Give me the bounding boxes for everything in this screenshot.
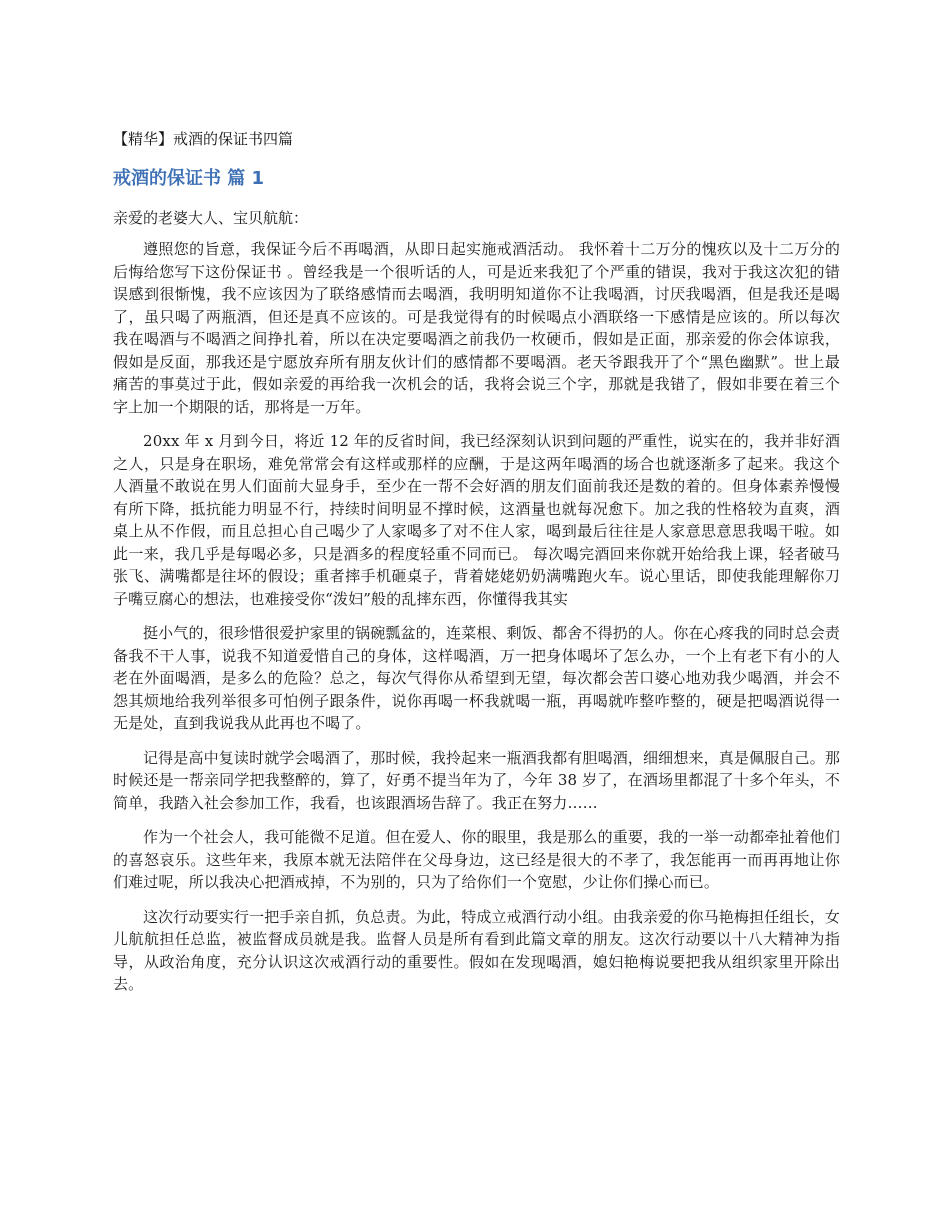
body-paragraph-1: 遵照您的旨意，我保证今后不再喝酒，从即日起实施戒酒活动。 我怀着十二万分的愧疚以及十二万分的后悔给您写下这份保证书 。曾经我是一个很听话的人，可是近来我犯了个严重的错误，我对于我这次犯的错误感到很惭愧，我不应该因为了联络感情而去喝酒，我明明知道你不让我喝酒，讨厌我喝酒，但是我还是喝了，虽只喝了两瓶酒，但还是真不应该的。可是我觉得有的时候喝点小酒联络一下感情是应该的。所以每次我在喝酒与不喝酒之间挣扎着，所以在决定要喝酒之前我仍一枚硬币，假如是正面，那亲爱的你会体谅我，假如是反面，那我还是宁愿放弃所有朋友伙计们的感情都不要喝酒。老天爷跟我开了个“黑色幽默”。世上最痛苦的事莫过于此，假如亲爱的再给我一次机会的话，我将会说三个字，那就是我错了，假如非要在着三个字上加一个期限的话，那将是一万年。	[113, 240, 840, 416]
body-paragraph-6: 这次行动要实行一把手亲自抓，负总责。为此，特成立戒酒行动小组。由我亲爱的你马艳梅担任组长，女儿航航担任总监，被监督成员就是我。监督人员是所有看到此篇文章的朋友。这次行动要以十八大精神为指导，从政治角度，充分认识这次戒酒行动的重要性。假如在发现喝酒，媳妇艳梅说要把我从组织家里开除出去。	[113, 907, 840, 993]
salutation: 亲爱的老婆大人、宝贝航航：	[113, 209, 309, 227]
document-title: 【精华】戒酒的保证书四篇	[113, 130, 294, 148]
body-paragraph-4: 记得是高中复读时就学会喝酒了，那时候，我拎起来一瓶酒我都有胆喝酒，细细想来，真是佩服自己。那时候还是一帮亲同学把我整醉的，算了，好勇不提当年为了，今年 38 岁了，在酒场里都混了十多个年头，不简单，我踏入社会参加工作，我看，也该跟酒场告辞了。我正在努力……	[113, 748, 840, 812]
body-paragraph-5: 作为一个社会人，我可能微不足道。但在爱人、你的眼里，我是那么的重要，我的一举一动都牵扯着他们的喜怒哀乐。这些年来，我原本就无法陪伴在父母身边，这已经是很大的不孝了，我怎能再一而再再地让你们难过呢，所以我决心把酒戒掉，不为别的，只为了给你们一个宽慰，少让你们操心而已。	[113, 828, 840, 891]
document-page	[113, 128, 840, 996]
section-heading: 戒酒的保证书 篇 1	[113, 168, 265, 189]
body-paragraph-2: 20xx 年 x 月到今日，将近 12 年的反省时间，我已经深刻认识到问题的严重性，说实在的，我并非好酒之人，只是身在职场，难免常常会有这样或那样的应酬，于是这两年喝酒的场合也就逐渐多了起来。我这个人酒量不敢说在男人们面前大显身手，至少在一帮不会好酒的朋友们面前我还是数的着的。但身体素养慢慢有所下降，抵抗能力明显不行，持续时间明显不撑时候，这酒量也就每况愈下。加之我的性格较为直爽，酒桌上从不作假，而且总担心自己喝少了人家喝多了对不住人家，喝到最后往往是人家意思意思我喝干啦。如此一来，我几乎是每喝必多，只是酒多的程度轻重不同而已。 每次喝完酒回来你就开始给我上课，轻者破马张飞、满嘴都是往坏的假设；重者摔手机砸桌子，背着姥姥奶奶满嘴跑火车。说心里话，即使我能理解你刀子嘴豆腐心的想法，也难接受你“泼妇”般的乱摔东西，你懂得我其实	[113, 432, 840, 608]
body-paragraph-3: 挺小气的，很珍惜很爱护家里的锅碗瓢盆的，连菜根、剩饭、都舍不得扔的人。你在心疼我的同时总会责备我不干人事，说我不知道爱惜自己的身体，这样喝酒，万一把身体喝坏了怎么办，一个上有老下有小的人老在外面喝酒，是多么的危险？总之，每次气得你从希望到无望，每次都会苦口婆心地劝我少喝酒，并会不怨其烦地给我列举很多可怕例子跟条件，说你再喝一杯我就喝一瓶，再喝就咋整咋整的，硬是把喝酒说得一无是处，直到我说我从此再也不喝了。	[113, 624, 840, 732]
